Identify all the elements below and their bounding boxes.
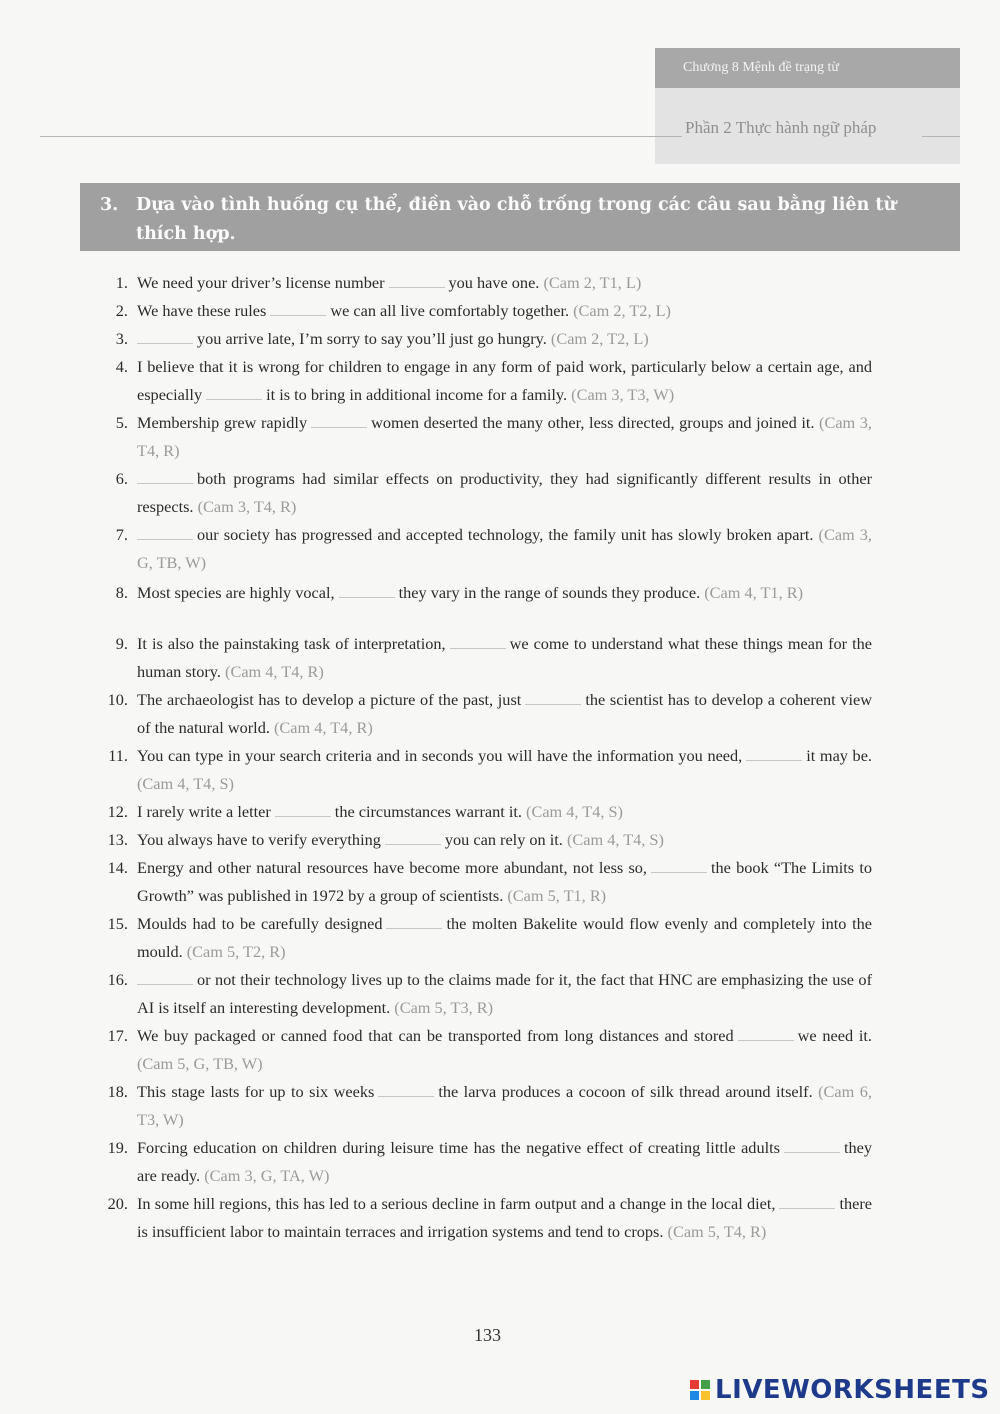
- question-number: 7.: [115, 525, 128, 544]
- question-item: [100, 910, 872, 966]
- answer-blank[interactable]: [378, 1082, 434, 1097]
- question-source: (Cam 2, T1, L): [543, 273, 642, 292]
- question-text-after-blank: they are ready.: [137, 1138, 872, 1185]
- question-text-before-blank: We need your driver’s license number: [137, 273, 385, 292]
- question-number: 20.: [107, 1194, 128, 1213]
- question-number: 4.: [115, 357, 128, 376]
- question-number: 9.: [115, 634, 128, 653]
- answer-blank[interactable]: [389, 273, 445, 288]
- question-number: 6.: [115, 469, 128, 488]
- question-text-before-blank: The archaeologist has to develop a picture of the past, just: [137, 690, 522, 709]
- answer-blank[interactable]: [779, 1194, 835, 1209]
- answer-blank[interactable]: [651, 858, 707, 873]
- question-number: 19.: [107, 1138, 128, 1157]
- answer-blank[interactable]: [206, 385, 262, 400]
- question-text-after-blank: or not their technology lives up to the claims made for it, the fact that HNC are emphasizing the use of AI is itself an interesting development.: [137, 970, 872, 1017]
- question-number: 3.: [115, 329, 128, 348]
- question-text-before-blank: We have these rules: [137, 301, 267, 320]
- question-text-after-blank: our society has progressed and accepted technology, the family unit has slowly broken apart.: [197, 525, 814, 544]
- question-text: [137, 630, 872, 686]
- question-text-before-blank: Moulds had to be carefully designed: [137, 914, 383, 933]
- logo-square: [701, 1391, 710, 1400]
- question-source: (Cam 5, T3, R): [394, 998, 494, 1017]
- question-text: [137, 1190, 872, 1246]
- instruction-line-2: thích hợp.: [136, 224, 236, 244]
- question-text-after-blank: the book “The Limits to Growth” was published in 1972 by a group of scientists.: [137, 858, 873, 905]
- exercise-number: 3.: [100, 195, 119, 215]
- question-text: [137, 269, 872, 297]
- question-text-after-blank: the scientist has to develop a coherent view of the natural world.: [137, 690, 872, 737]
- answer-blank[interactable]: [386, 914, 442, 929]
- question-number: 18.: [107, 1082, 128, 1101]
- question-item: [100, 465, 872, 521]
- question-source: (Cam 5, T1, R): [507, 886, 607, 905]
- question-number: 2.: [115, 301, 128, 320]
- question-number: 10.: [107, 690, 128, 709]
- question-source: (Cam 6, T3, W): [137, 1082, 873, 1129]
- chapter-title: Chương 8 Mệnh đề trạng từ: [655, 48, 960, 88]
- question-text: [137, 742, 872, 798]
- question-source: (Cam 3, T4, R): [137, 413, 872, 460]
- answer-blank[interactable]: [137, 970, 193, 985]
- question-number: 14.: [107, 858, 128, 877]
- answer-blank[interactable]: [450, 634, 506, 649]
- question-text-after-blank: we need it.: [797, 1026, 872, 1045]
- answer-blank[interactable]: [339, 583, 395, 598]
- question-source: (Cam 5, G, TB, W): [137, 1054, 263, 1073]
- question-text-before-blank: I rarely write a letter: [137, 802, 271, 821]
- question-text: [137, 966, 872, 1022]
- question-number: 13.: [107, 830, 128, 849]
- question-text-after-blank: you can rely on it.: [444, 830, 563, 849]
- question-text-before-blank: It is also the painstaking task of interpretation,: [137, 634, 446, 653]
- question-text-before-blank: This stage lasts for up to six weeks: [137, 1082, 375, 1101]
- question-text-before-blank: Most species are highly vocal,: [137, 583, 335, 602]
- question-text-after-blank: the molten Bakelite would flow evenly and completely into the mould.: [137, 914, 873, 961]
- exercise-instructions: [80, 183, 960, 251]
- question-text: [137, 1078, 872, 1134]
- question-number: 12.: [107, 802, 128, 821]
- question-text-after-blank: it may be.: [806, 746, 872, 765]
- question-item: [100, 1078, 872, 1134]
- question-text: [137, 910, 872, 966]
- answer-blank[interactable]: [746, 746, 802, 761]
- question-text: [137, 798, 872, 826]
- question-text: [137, 325, 872, 353]
- question-item: [100, 630, 872, 686]
- question-text-before-blank: Forcing education on children during leisure time has the negative effect of creating little adults: [137, 1138, 780, 1157]
- question-source: (Cam 3, G, TA, W): [204, 1166, 330, 1185]
- question-text: [137, 353, 872, 409]
- question-number: 5.: [115, 413, 128, 432]
- answer-blank[interactable]: [275, 802, 331, 817]
- part-panel: [655, 88, 960, 164]
- answer-blank[interactable]: [137, 525, 193, 540]
- question-text: [137, 1022, 872, 1078]
- instruction-line-1: Dựa vào tình huống cụ thể, điền vào chỗ trống trong các câu sau bằng liên từ: [136, 195, 897, 215]
- answer-blank[interactable]: [137, 329, 193, 344]
- question-text: [137, 1134, 872, 1190]
- question-item: [100, 854, 872, 910]
- question-source: (Cam 3, T4, R): [197, 497, 297, 516]
- question-number: 16.: [107, 970, 128, 989]
- logo-square: [690, 1391, 699, 1400]
- question-item: [100, 1022, 872, 1078]
- question-item: [100, 579, 872, 607]
- question-text-before-blank: You always have to verify everything: [137, 830, 381, 849]
- logo-square: [701, 1380, 710, 1389]
- question-text-after-blank: there is insufficient labor to maintain terraces and irrigation systems and tend to crops.: [137, 1194, 872, 1241]
- question-source: (Cam 3, T3, W): [571, 385, 675, 404]
- question-text-before-blank: You can type in your search criteria and in seconds you will have the information you need,: [137, 746, 743, 765]
- part-title: Phần 2 Thực hành ngữ pháp: [685, 118, 877, 137]
- chapter-header: [655, 48, 960, 164]
- question-source: (Cam 4, T4, S): [137, 774, 234, 793]
- question-text-after-blank: it is to bring in additional income for a family.: [266, 385, 568, 404]
- question-text-after-blank: they vary in the range of sounds they produce.: [398, 583, 701, 602]
- answer-blank[interactable]: [137, 469, 193, 484]
- question-text: [137, 579, 872, 607]
- question-source: (Cam 4, T1, R): [704, 583, 803, 602]
- question-item: [100, 297, 872, 325]
- answer-blank[interactable]: [738, 1026, 794, 1041]
- question-source: (Cam 4, T4, S): [566, 830, 664, 849]
- question-item: [100, 325, 872, 353]
- question-number: 1.: [115, 273, 128, 292]
- question-source: (Cam 5, T4, R): [667, 1222, 767, 1241]
- question-source: (Cam 5, T2, R): [186, 942, 286, 961]
- question-item: [100, 742, 872, 798]
- question-source: (Cam 2, T2, L): [550, 329, 649, 348]
- question-source: (Cam 4, T4, R): [274, 718, 373, 737]
- header-rule-left: [40, 136, 682, 137]
- answer-blank[interactable]: [525, 690, 581, 705]
- question-item: [100, 1134, 872, 1190]
- question-number: 8.: [115, 583, 128, 602]
- brand-watermark: [689, 1374, 990, 1406]
- question-text-before-blank: In some hill regions, this has led to a serious decline in farm output and a change in the local diet,: [137, 1194, 776, 1213]
- question-number: 11.: [108, 746, 128, 765]
- question-item: [100, 353, 872, 409]
- question-item: [100, 269, 872, 297]
- brand-name: LIVEWORKSHEETS: [715, 1375, 990, 1405]
- answer-blank[interactable]: [311, 413, 367, 428]
- header-rule-right: [922, 136, 960, 137]
- question-text-before-blank: We buy packaged or canned food that can be transported from long distances and stored: [137, 1026, 734, 1045]
- question-source: (Cam 3, G, TB, W): [137, 525, 873, 572]
- question-text: [137, 826, 872, 854]
- question-text-after-blank: the larva produces a cocoon of silk thread around itself.: [438, 1082, 813, 1101]
- question-text-before-blank: I believe that it is wrong for children to engage in any form of paid work, particularly below a certain age, and especially: [137, 357, 872, 404]
- liveworksheets-logo-icon: [689, 1379, 711, 1401]
- question-text-before-blank: Membership grew rapidly: [137, 413, 308, 432]
- question-item: [100, 686, 872, 742]
- question-text: [137, 686, 872, 742]
- question-item: [100, 1190, 872, 1246]
- question-item: [100, 826, 872, 854]
- question-text-after-blank: both programs had similar effects on productivity, they had significantly different results in other respects.: [137, 469, 872, 516]
- question-item: [100, 966, 872, 1022]
- question-source: (Cam 4, T4, R): [225, 662, 324, 681]
- question-text: [137, 297, 872, 325]
- question-text-before-blank: Energy and other natural resources have become more abundant, not less so,: [137, 858, 647, 877]
- question-number: 15.: [107, 914, 128, 933]
- question-item: [100, 798, 872, 826]
- question-text-after-blank: the circumstances warrant it.: [334, 802, 522, 821]
- question-number: 17.: [107, 1026, 128, 1045]
- question-text-after-blank: we can all live comfortably together.: [330, 301, 570, 320]
- answer-blank[interactable]: [784, 1138, 840, 1153]
- question-text: [137, 465, 872, 521]
- question-source: (Cam 2, T2, L): [573, 301, 671, 320]
- question-item: [100, 409, 872, 465]
- question-text-after-blank: we come to understand what these things mean for the human story.: [137, 634, 872, 681]
- logo-square: [690, 1380, 699, 1389]
- question-source: (Cam 4, T4, S): [526, 802, 623, 821]
- question-text: [137, 409, 872, 465]
- question-text: [137, 521, 872, 577]
- question-item: [100, 521, 872, 577]
- answer-blank[interactable]: [270, 301, 326, 316]
- question-text-after-blank: you have one.: [448, 273, 540, 292]
- page-number: 133: [474, 1325, 501, 1345]
- question-text-after-blank: you arrive late, I’m sorry to say you’ll just go hungry.: [197, 329, 547, 348]
- answer-blank[interactable]: [385, 830, 441, 845]
- question-text-after-blank: women deserted the many other, less directed, groups and joined it.: [371, 413, 815, 432]
- question-text: [137, 854, 872, 910]
